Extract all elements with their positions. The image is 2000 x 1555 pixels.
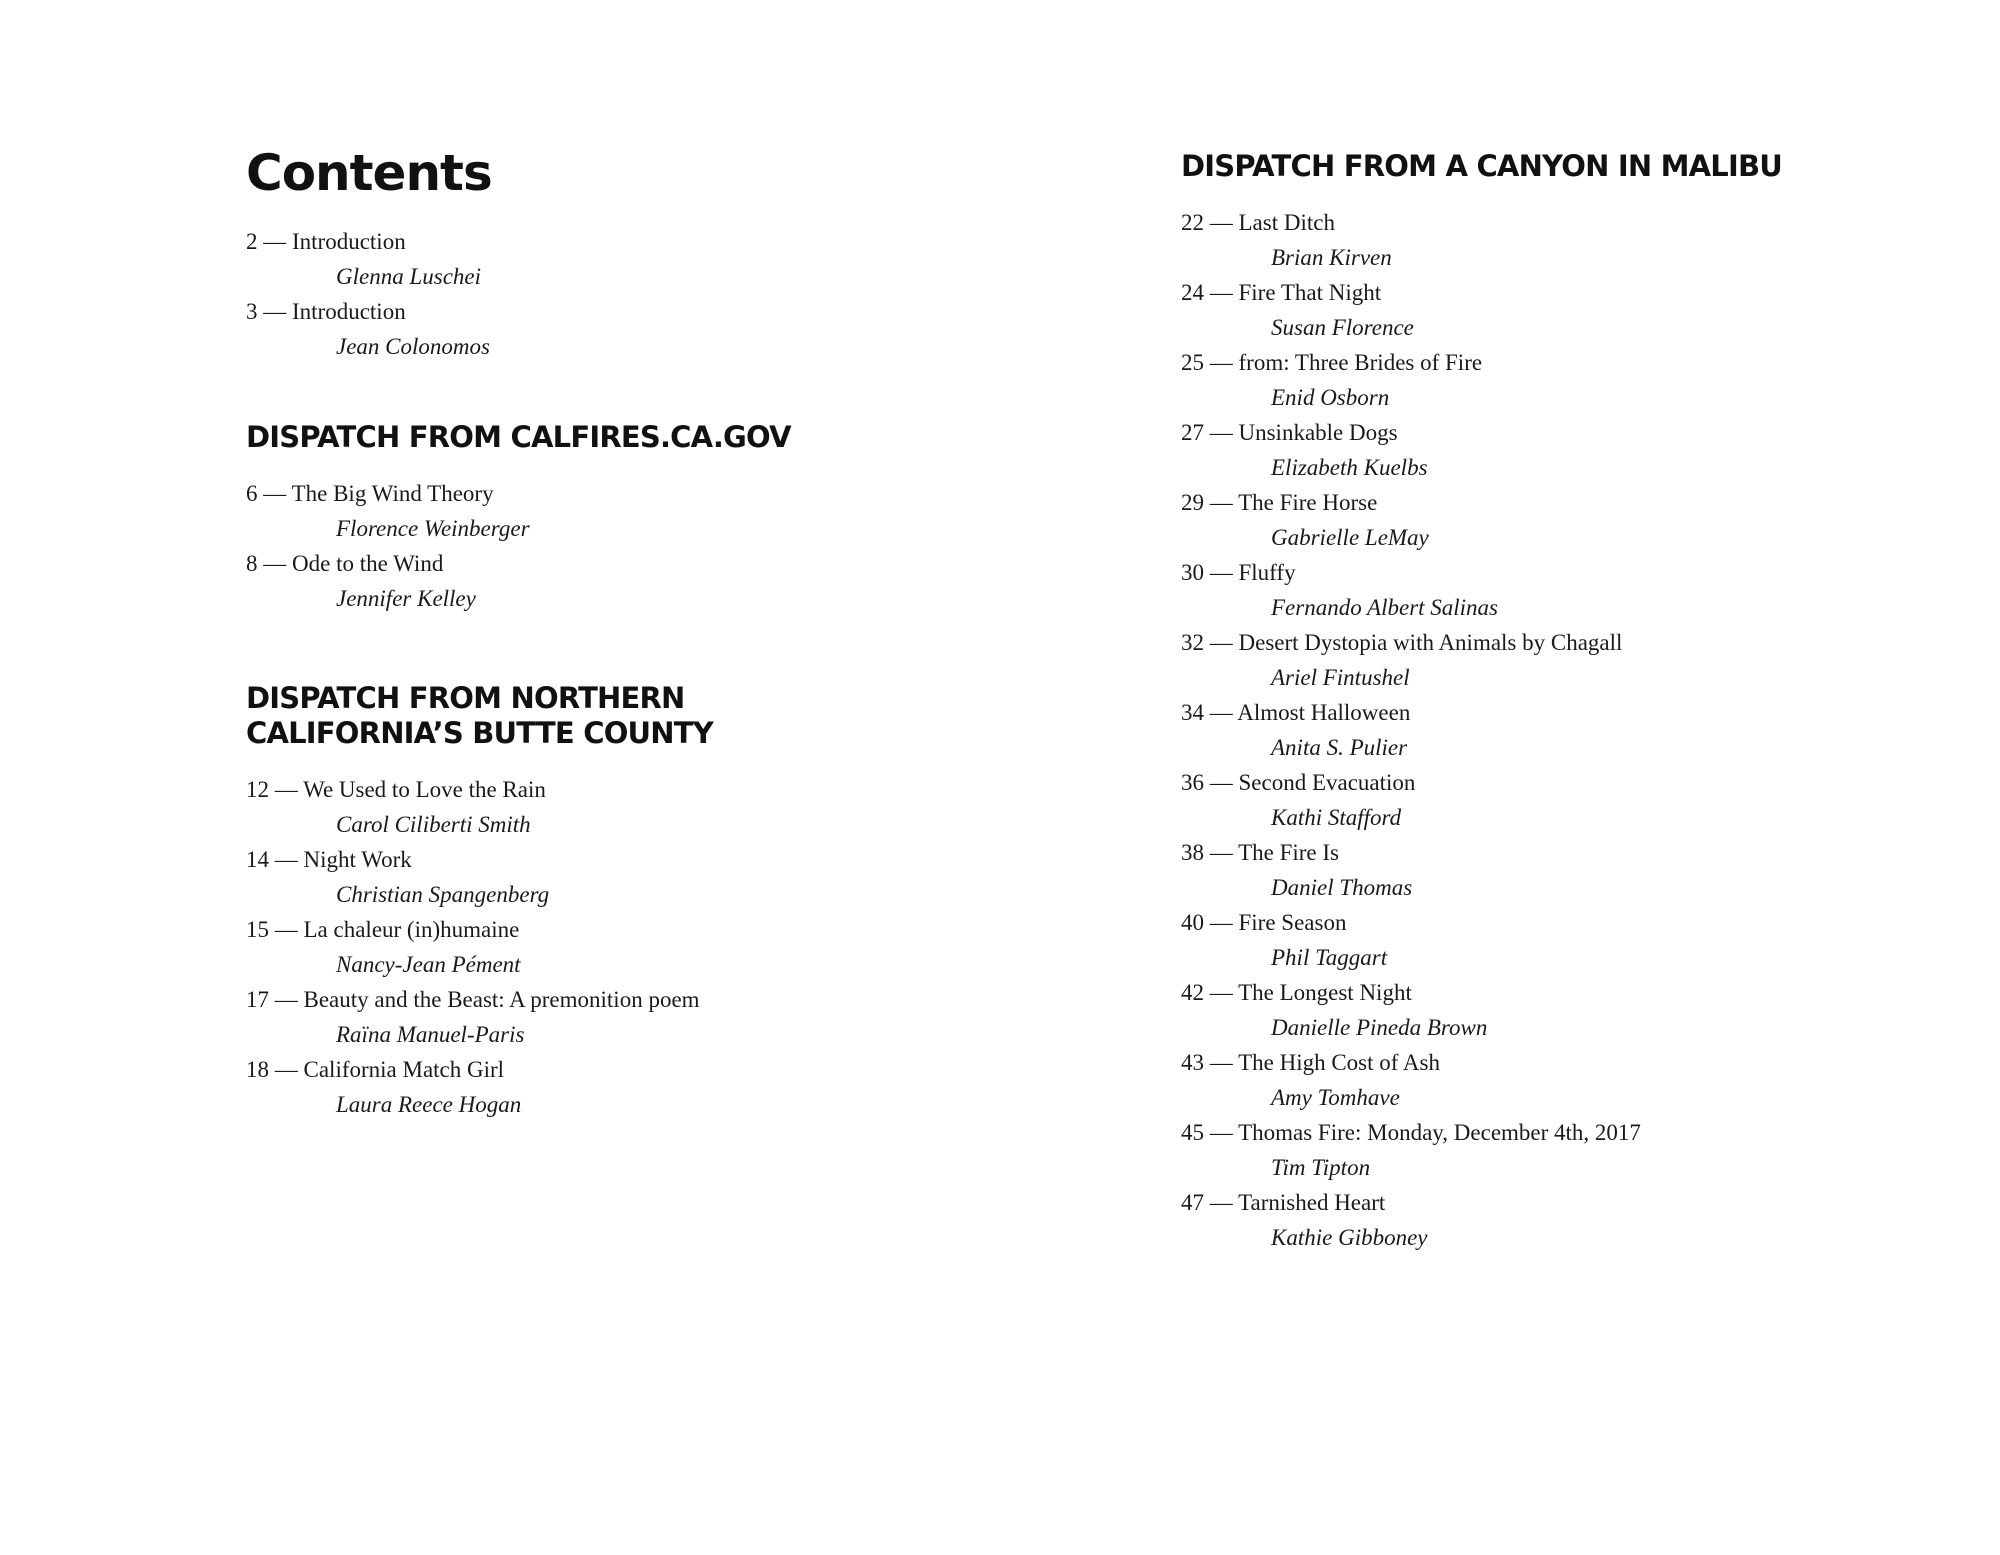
section-heading: DISPATCH FROM CALFIRES.CA.GOV [246, 420, 791, 454]
entry-author: Enid Osborn [1271, 385, 1390, 410]
toc-entry [1181, 906, 1782, 976]
entry-title: 6 — The Big Wind Theory [246, 481, 494, 506]
toc-entry [246, 225, 490, 295]
toc-entry [1181, 1116, 1782, 1186]
entry-title: 42 — The Longest Night [1181, 980, 1412, 1005]
entry-author: Susan Florence [1271, 315, 1414, 340]
entry-list [1181, 206, 1782, 1256]
entry-author: Brian Kirven [1271, 245, 1392, 270]
entry-author: Laura Reece Hogan [336, 1092, 522, 1117]
entry-title: 25 — from: Three Brides of Fire [1181, 350, 1483, 375]
entry-author: Christian Spangenberg [336, 882, 550, 907]
toc-entry [246, 477, 791, 547]
entry-title: 2 — Introduction [246, 229, 406, 254]
entry-title: 3 — Introduction [246, 299, 406, 324]
entry-author: Jennifer Kelley [336, 586, 476, 611]
toc-entry [1181, 836, 1782, 906]
entry-title: 34 — Almost Halloween [1181, 700, 1411, 725]
entry-title: 30 — Fluffy [1181, 560, 1296, 585]
toc-entry [1181, 276, 1782, 346]
toc-entry [1181, 486, 1782, 556]
entry-title: 15 — La chaleur (in)humaine [246, 917, 520, 942]
toc-entry [1181, 626, 1782, 696]
entry-author: Phil Taggart [1271, 945, 1388, 970]
entry-title: 12 — We Used to Love the Rain [246, 777, 546, 802]
toc-entry [246, 913, 713, 983]
entry-author: Danielle Pineda Brown [1271, 1015, 1488, 1040]
entry-title: 29 — The Fire Horse [1181, 490, 1378, 515]
entry-title: 38 — The Fire Is [1181, 840, 1340, 865]
entry-author: Kathi Stafford [1271, 805, 1402, 830]
toc-entry [246, 295, 490, 365]
entry-author: Carol Ciliberti Smith [336, 812, 531, 837]
entry-author: Glenna Luschei [336, 264, 482, 289]
toc-entry [246, 773, 713, 843]
entry-author: Jean Colonomos [336, 334, 490, 359]
toc-entry [1181, 976, 1782, 1046]
entry-author: Gabrielle LeMay [1271, 525, 1429, 550]
section-heading-line: DISPATCH FROM NORTHERN [246, 681, 685, 715]
entry-title: 40 — Fire Season [1181, 910, 1347, 935]
entry-author: Fernando Albert Salinas [1271, 595, 1499, 620]
entry-title: 27 — Unsinkable Dogs [1181, 420, 1398, 445]
entry-title: 47 — Tarnished Heart [1181, 1190, 1386, 1215]
entry-title: 22 — Last Ditch [1181, 210, 1335, 235]
entry-author: Daniel Thomas [1271, 875, 1413, 900]
toc-entry [1181, 206, 1782, 276]
toc-entry [1181, 416, 1782, 486]
entry-title: 32 — Desert Dystopia with Animals by Chagall [1181, 630, 1623, 655]
entry-title: 36 — Second Evacuation [1181, 770, 1416, 795]
entry-title: 45 — Thomas Fire: Monday, December 4th, 2017 [1181, 1120, 1641, 1145]
page-title: Contents [246, 144, 492, 202]
section-heading [246, 681, 713, 751]
section-heading-line: CALIFORNIA’S BUTTE COUNTY [246, 716, 713, 750]
toc-entry [1181, 556, 1782, 626]
entry-title: 18 — California Match Girl [246, 1057, 505, 1082]
toc-entry [246, 547, 791, 617]
entry-author: Elizabeth Kuelbs [1271, 455, 1428, 480]
entry-title: 17 — Beauty and the Beast: A premonition poem [246, 987, 700, 1012]
entry-author: Tim Tipton [1271, 1155, 1371, 1180]
toc-entry [246, 843, 713, 913]
entry-title: 24 — Fire That Night [1181, 280, 1382, 305]
section-introductions [246, 225, 490, 365]
toc-entry [1181, 696, 1782, 766]
entry-list [246, 225, 490, 365]
entry-title: 14 — Night Work [246, 847, 412, 872]
entry-list [246, 477, 791, 617]
section-calfires [246, 420, 791, 617]
entry-author: Nancy-Jean Pément [336, 952, 521, 977]
entry-title: 43 — The High Cost of Ash [1181, 1050, 1440, 1075]
entry-author: Kathie Gibboney [1271, 1225, 1428, 1250]
entry-title: 8 — Ode to the Wind [246, 551, 444, 576]
toc-entry [246, 1053, 713, 1123]
entry-author: Florence Weinberger [336, 516, 530, 541]
entry-list [246, 773, 713, 1123]
toc-entry [1181, 766, 1782, 836]
entry-author: Amy Tomhave [1271, 1085, 1400, 1110]
toc-entry [1181, 1046, 1782, 1116]
toc-entry [1181, 346, 1782, 416]
section-butte-county [246, 681, 713, 1123]
entry-author: Ariel Fintushel [1271, 665, 1410, 690]
entry-author: Anita S. Pulier [1271, 735, 1408, 760]
toc-entry [1181, 1186, 1782, 1256]
entry-author: Raïna Manuel-Paris [336, 1022, 525, 1047]
section-heading: DISPATCH FROM A CANYON IN MALIBU [1181, 149, 1783, 183]
toc-entry [246, 983, 713, 1053]
section-malibu [1181, 149, 1782, 1256]
